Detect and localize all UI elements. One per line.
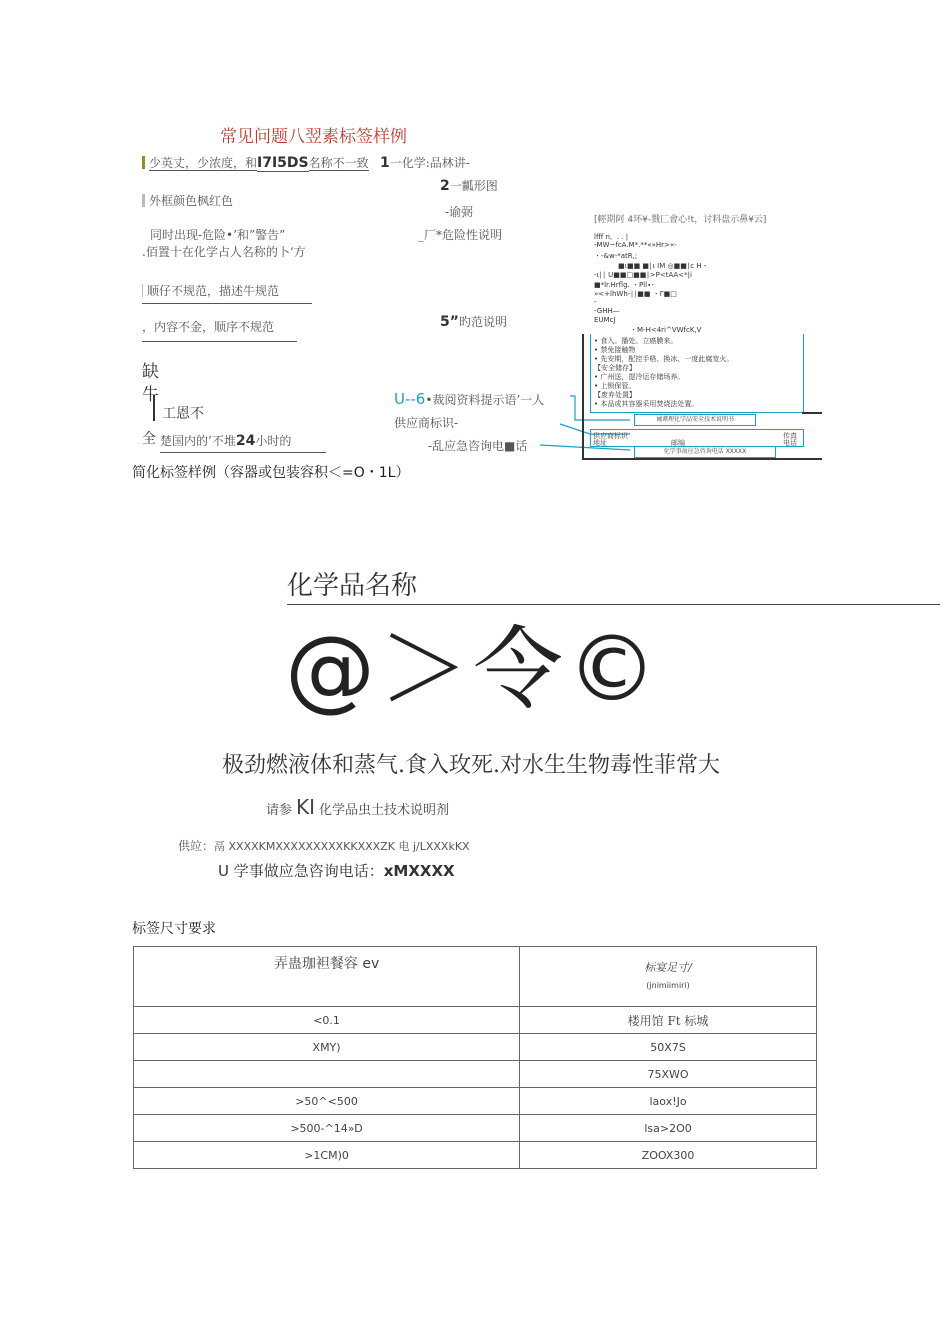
mini-line: »<+lhWh-∣∣■■ ・Γ■□ — [594, 290, 677, 298]
marker-bar — [142, 284, 143, 297]
note-1-part-a: 少英丈，少浓度，和 — [149, 156, 258, 170]
marker-bar — [142, 194, 145, 207]
center-note-7: 供应商标识- — [394, 416, 459, 430]
supplier-line — [178, 837, 470, 854]
note-10: 全 — [142, 431, 156, 447]
table-row — [134, 1061, 817, 1088]
mini-line: [輕期阿 4环¥-戮匚會心!t，讨料盘示鼻¥云] — [594, 215, 767, 225]
table-row — [134, 1034, 817, 1061]
note-4: .佰置十在化学占人名称的卜‘方 — [142, 245, 306, 259]
cell-volume: <0.1 — [134, 1007, 520, 1034]
mini-divider — [802, 412, 822, 414]
refer-suffix: 化学品虫土技术说明剂 — [319, 803, 450, 818]
mini-line: • 食入。播处。立癌膜来。 — [594, 337, 678, 345]
center-note-5 — [440, 313, 507, 330]
center-note-2-num: 2 — [440, 178, 450, 194]
mini-box-fax: 传真 — [783, 432, 797, 440]
mini-box-postcode: 邮编 — [671, 439, 685, 447]
mini-box-msds: 诫谭理化学品安全技术说明书 — [634, 414, 756, 426]
hazard-statement: 极劲燃液体和蒸气.食入玫死.对水生生物毒性菲常大 — [222, 753, 720, 778]
mini-box-emergency-label: 化学事故应急咨询电话 — [663, 448, 724, 455]
cell-size: 楼用馆 Ft 标城 — [520, 1007, 817, 1034]
note-5 — [142, 282, 312, 304]
note-3: 同时出现-危险•’和”警告” — [150, 228, 286, 242]
mini-line: • 本品或其容器采用焚烧法处置。 — [594, 400, 699, 408]
mini-line: 【废弃处置】 — [594, 391, 636, 399]
mini-box-emergency — [634, 446, 776, 458]
header-size-label: 标宴足寸∕ — [644, 961, 692, 974]
section2-title: 简化标签样例（容器或包装容积＜=O・1L） — [132, 465, 410, 481]
cell-volume: >500-^14»D — [134, 1115, 520, 1142]
note-8: 牛 — [142, 385, 159, 405]
section1-title: 常见问题八翌素标签样例 — [220, 127, 407, 147]
cell-volume: XMY) — [134, 1034, 520, 1061]
center-note-6-text: •裁阅资料提示语’一人 — [425, 393, 545, 407]
cell-size: lsa>2O0 — [520, 1115, 817, 1142]
note-9: 工恩不 — [162, 406, 204, 422]
note-bracket — [141, 395, 155, 421]
mini-box-supplier-label: 供应商标识 — [593, 432, 628, 440]
note-11 — [160, 432, 326, 453]
mini-line: EUMcJ — [594, 316, 616, 324]
refer-msds — [266, 795, 449, 819]
cell-volume: >50^<500 — [134, 1088, 520, 1115]
header-size-unit: (jnimiimiri) — [646, 981, 690, 990]
mini-box-emergency-number: XXXXX — [725, 448, 747, 455]
table-row — [134, 1007, 817, 1034]
center-note-3: -谕弼 — [445, 205, 474, 219]
center-note-5-text: 旳范说明 — [458, 315, 507, 329]
cell-size: 50X7S — [520, 1034, 817, 1061]
mini-line: • 先安期，配控手格、换冰、一度此腐宽火。 — [594, 355, 734, 363]
emergency-label: U 学事做应急咨询电话： — [218, 862, 384, 880]
note-11-bold: 24 — [235, 433, 256, 449]
cell-size: ZOOX300 — [520, 1142, 817, 1169]
mini-line: -GHH— — [594, 307, 620, 315]
cell-size: laox!Jo — [520, 1088, 817, 1115]
mini-line: • 广州送，提冷运存储场养。 — [594, 373, 685, 381]
mini-line: • 禁免接触物 — [594, 346, 636, 354]
note-1-bold: I7I5DS — [257, 155, 309, 171]
emergency-value: xMXXXX — [383, 862, 455, 880]
center-note-2-text: 一瓤形图 — [449, 179, 498, 193]
cell-volume: >1CM)0 — [134, 1142, 520, 1169]
mini-box-address: 地址 — [593, 439, 607, 447]
note-1 — [142, 154, 369, 171]
note-5-text: 顺仔不规范，描述牛规范 — [147, 284, 280, 298]
mini-line: 【安全储存】 — [594, 364, 636, 372]
refer-big: KI — [296, 795, 316, 819]
mini-box-supplier — [590, 429, 804, 447]
center-note-1-num: 1 — [380, 155, 390, 171]
center-note-4: _厂*危险性说明 — [418, 228, 503, 242]
supplier-value: 鬲 XXXXKMXXXXXXXXXKKXXXZK 电 j/LXXXkKX — [214, 840, 470, 853]
mini-box-phone: 电话 — [783, 439, 797, 447]
refer-prefix: 请参 — [266, 803, 293, 818]
mini-line: • 上锁保管。 — [594, 382, 636, 390]
cell-size: 75XWO — [520, 1061, 817, 1088]
table-header-row — [134, 947, 817, 1007]
center-note-6 — [394, 390, 544, 408]
header-size — [520, 947, 817, 1007]
mini-line: ■*lr.Hrflg. ・Pll∙- — [594, 281, 654, 289]
table-row — [134, 1088, 817, 1115]
hazard-pictograms: @＞令© — [285, 617, 661, 722]
mini-line: ■ι■■ ■∣ι IM ◎■■∣c H・ — [618, 262, 709, 270]
mini-line: -MW~fcA.M*.**«»Hr>«- — [594, 241, 677, 249]
mini-line: lfff n。. . | — [594, 233, 629, 241]
note-11-part-a: 楚国内的’不堆 — [160, 434, 236, 448]
mini-label-image — [590, 208, 830, 463]
mini-line: -ι∣∣ U■■□■■∣>P<tAA<*|i — [594, 271, 692, 279]
emergency-line — [218, 860, 455, 881]
note-2 — [142, 192, 233, 209]
section3-title: 标签尺寸要求 — [132, 921, 216, 937]
note-11-part-b: 小时的 — [255, 434, 292, 448]
note-1-part-b: 名称不一致 — [308, 156, 369, 170]
supplier-label: 供竝： — [178, 839, 215, 853]
note-6: ，内容不金，顺序不规范 — [142, 318, 297, 342]
mini-line: ・-&w-*atR,; — [594, 252, 638, 260]
cell-volume — [134, 1061, 520, 1088]
center-note-2 — [440, 177, 498, 194]
table-row — [134, 1115, 817, 1142]
header-volume: 弄蛊珈袒餐容 ev — [134, 947, 520, 1007]
center-note-1-text: 一化学:品林讲- — [389, 156, 470, 170]
size-table — [133, 946, 817, 1169]
note-2-text: 外框颜色枫红色 — [149, 194, 234, 208]
table-row — [134, 1142, 817, 1169]
center-note-1 — [380, 154, 470, 171]
mini-line: - — [594, 298, 597, 306]
mini-left-border — [582, 334, 584, 460]
center-note-5-num: 5” — [440, 314, 459, 330]
center-note-6-num: U--6 — [394, 390, 426, 408]
center-note-8: -乱应急咨询电■话 — [428, 439, 528, 453]
note-7: 缺 — [142, 362, 159, 382]
product-name: 化学品名称 — [287, 565, 940, 605]
mini-line: ・M-H<4ri^VWfcK,V — [630, 326, 702, 334]
marker-bar — [142, 156, 145, 169]
mini-bottom-border — [582, 458, 822, 460]
